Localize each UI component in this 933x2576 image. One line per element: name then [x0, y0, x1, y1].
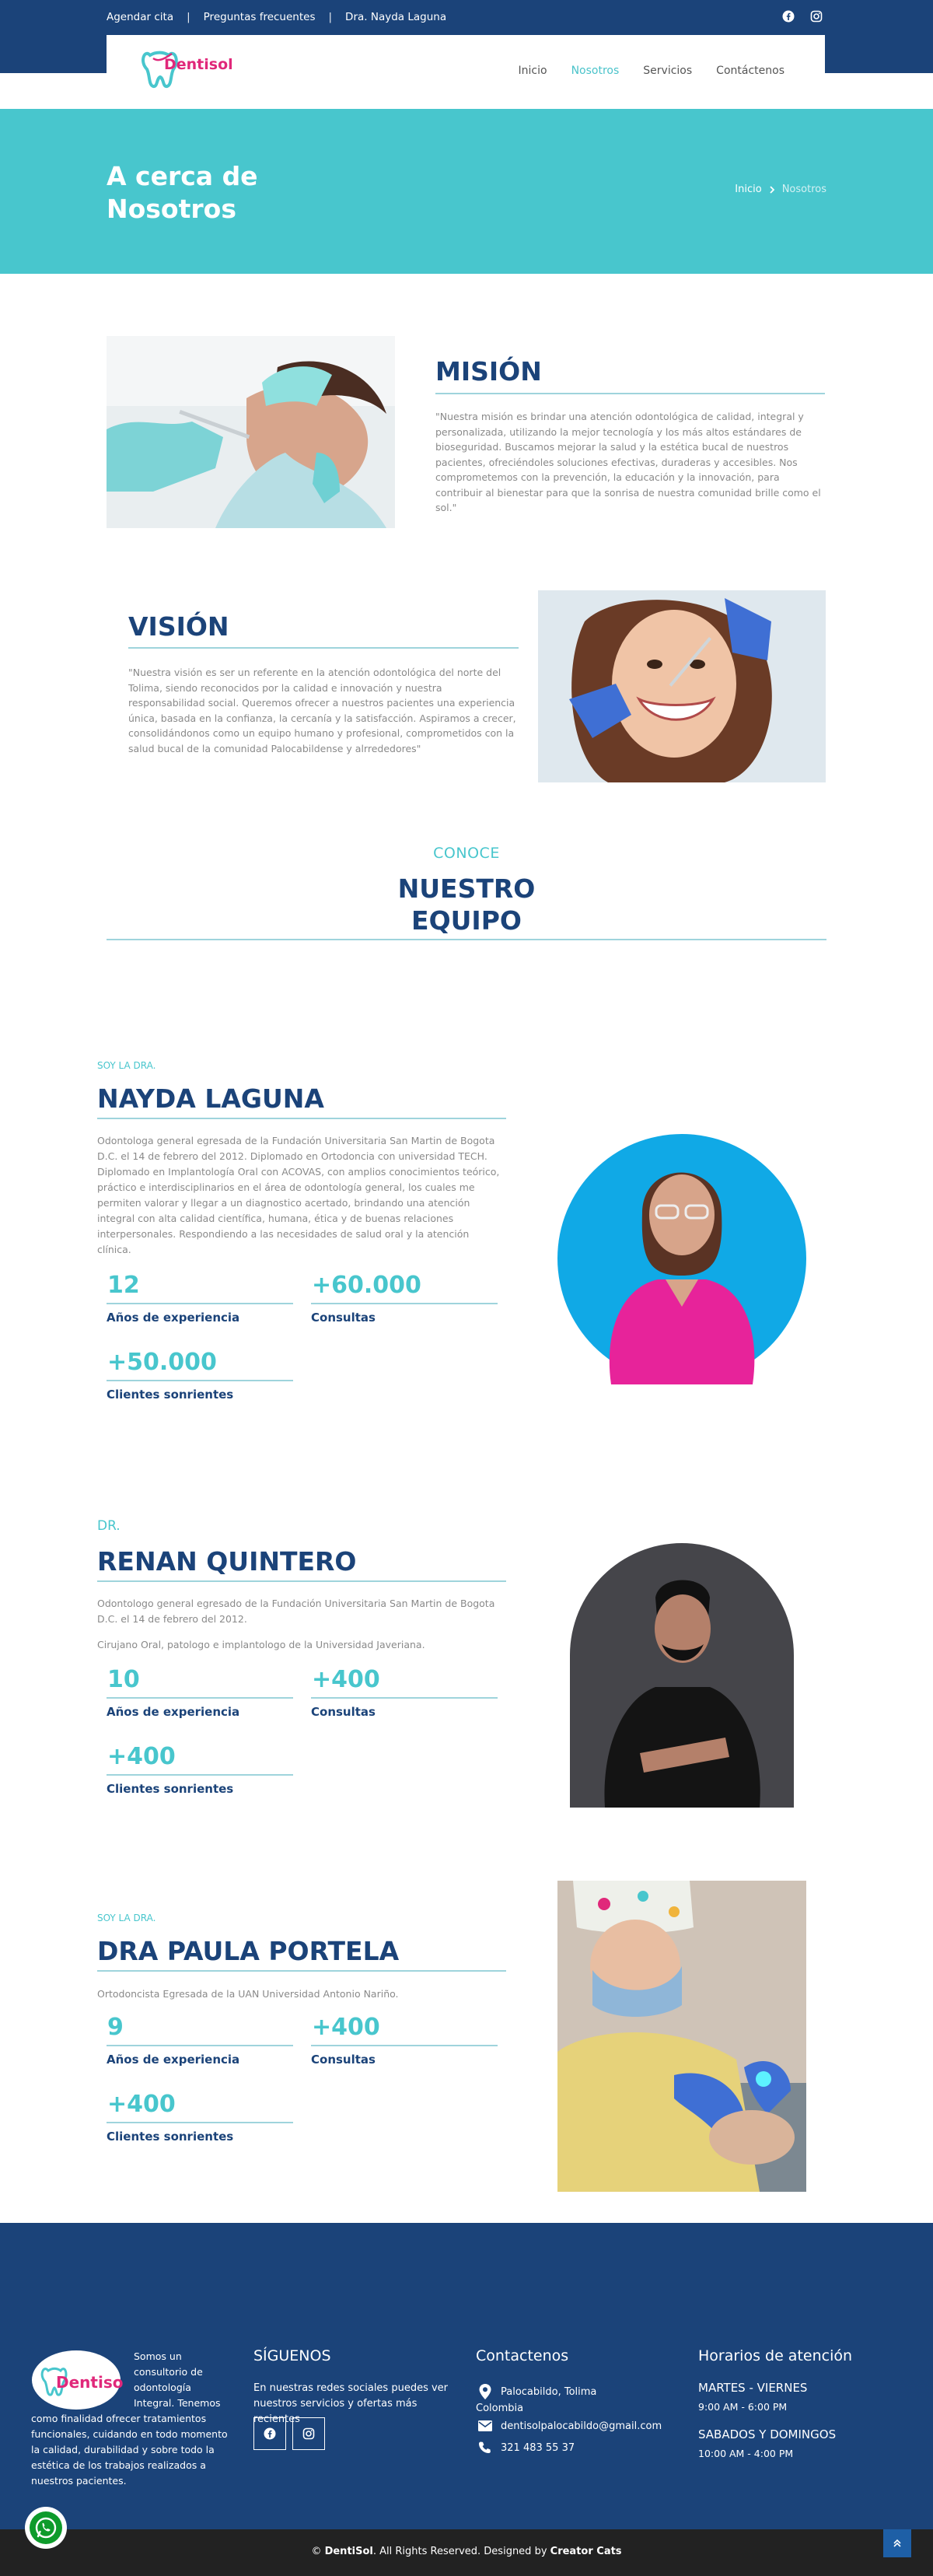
doctor-name: NAYDA LAGUNA: [97, 1083, 324, 1114]
doctor-kicker: SOY LA DRA.: [97, 1060, 156, 1071]
facebook-icon: [264, 2427, 276, 2440]
doctor-photo: [557, 1128, 807, 1384]
separator: |: [328, 11, 333, 23]
whatsapp-icon: [29, 2511, 63, 2545]
team-kicker: CONOCE: [433, 845, 500, 862]
stat-divider: [107, 1697, 293, 1699]
footer: [0, 2223, 933, 2529]
stat-label: Consultas: [311, 1705, 376, 1719]
hours-time-1: 9:00 AM - 6:00 PM: [698, 2401, 788, 2413]
hours-days-2: SABADOS Y DOMINGOS: [698, 2427, 837, 2441]
footer-facebook-button[interactable]: [253, 2417, 286, 2450]
stat-value: +400: [312, 1666, 380, 1693]
location-pin-icon: [477, 2383, 493, 2400]
mission-divider: [435, 393, 825, 394]
team-divider: [107, 939, 826, 940]
footer-about: [31, 2349, 235, 2489]
top-link-dra-nayda[interactable]: Dra. Nayda Laguna: [345, 11, 447, 23]
doctor-kicker: DR.: [97, 1518, 121, 1534]
doctor-bio: Cirujano Oral, patologo e implantologo de la Universidad Javeriana.: [97, 1639, 425, 1650]
copyright: [0, 2546, 933, 2557]
vision-photo: [538, 590, 826, 782]
top-link-agendar-cita[interactable]: Agendar cita: [107, 11, 174, 23]
nav-item-contactenos[interactable]: Contáctenos: [716, 65, 784, 77]
stat-value: 10: [107, 1666, 140, 1693]
chevron-right-icon: [769, 186, 775, 194]
stat-value: +400: [312, 2014, 380, 2041]
phone-icon: [477, 2441, 493, 2455]
contact-phone[interactable]: [477, 2441, 575, 2455]
contact-email[interactable]: [477, 2420, 662, 2432]
doctor-divider: [97, 1970, 506, 1972]
doctor-divider: [97, 1580, 506, 1582]
instagram-icon: [302, 2427, 315, 2440]
stat-label: Clientes sonrientes: [107, 1782, 234, 1796]
double-chevron-up-icon: [893, 2539, 902, 2548]
stat-value: +400: [107, 1743, 176, 1770]
doctor-divider: [97, 1118, 506, 1119]
stat-value: +60.000: [312, 1272, 421, 1299]
doctor-bio: Ortodoncista Egresada de la UAN Universidad Antonio Nariño.: [97, 1988, 399, 2000]
nav-item-nosotros[interactable]: Nosotros: [571, 65, 620, 77]
logo-text: Dentisol: [164, 56, 233, 73]
top-social: [782, 10, 823, 23]
page-hero: [0, 109, 933, 274]
stat-divider: [107, 1380, 293, 1381]
hours-time-2: 10:00 AM - 4:00 PM: [698, 2448, 794, 2459]
email-text: dentisolpalocabildo@gmail.com: [501, 2420, 662, 2432]
doctor-kicker: SOY LA DRA.: [97, 1913, 156, 1923]
stat-label: Consultas: [311, 2053, 376, 2067]
footer-logo[interactable]: [31, 2349, 134, 2411]
stat-label: Años de experiencia: [107, 1311, 240, 1325]
contact-title: Contactenos: [476, 2347, 569, 2364]
stat-divider: [107, 1303, 293, 1304]
doctor-photo: [570, 1543, 794, 1808]
top-link-preguntas-frecuentes[interactable]: Preguntas frecuentes: [203, 11, 316, 23]
nav-item-servicios[interactable]: Servicios: [643, 65, 693, 77]
stat-clientes: [107, 1743, 293, 1796]
whatsapp-button[interactable]: [25, 2507, 67, 2549]
copyright-brand: DentiSol: [324, 2546, 373, 2557]
scroll-to-top-button[interactable]: [883, 2529, 911, 2557]
stat-value: +400: [107, 2091, 176, 2118]
mission-text: "Nuestra misión es brindar una atención odontológica de calidad, integral y personalizada, utilizando la mejor tecnología y los más altos estándares de bioseguridad. Buscamos mejorar la salud y la estética bucal de nuestros pacientes, ofreciéndoles soluciones efectivas, duraderas y accesibles. Nos comprometemos con la prevención, la educación y la innovación, para contribuir al bienestar para que la sonrisa de nuestra comunidad brille como el sol.": [435, 411, 821, 513]
copyright-prefix: ©: [311, 2546, 325, 2557]
contact-address: [477, 2383, 596, 2400]
stat-value: 12: [107, 1272, 140, 1299]
doctor-name: RENAN QUINTERO: [97, 1546, 357, 1577]
breadcrumb-inicio[interactable]: Inicio: [735, 184, 762, 195]
stat-consultas: [311, 2014, 498, 2067]
copyright-middle: . All Rights Reserved. Designed by: [372, 2546, 550, 2557]
stat-divider: [311, 1697, 498, 1699]
copyright-designer[interactable]: Creator Cats: [550, 2546, 622, 2557]
stat-divider: [311, 1303, 498, 1304]
doctor-bio: Odontologa general egresada de la Fundación Universitaria San Martin de Bogota D.C. el 14 de febrero del 2012. Diplomado en Ortodoncia con universidad TECH. Diplomado en Implantología Oral con ACOVAS, con amplios conocimientos teórico, práctico e interdisciplinarios en el área de odontología general, los cuales me permiten valorar y llegar a un diagnostico acertado, brindando una atención integral con alta calidad científica, humana, ética y de buenas relaciones interpersonales. Respondiendo a las necesidades de salud oral y la atención clínica.: [97, 1135, 500, 1255]
stat-experience: [107, 1272, 293, 1325]
stat-divider: [107, 2122, 293, 2123]
dentisol-logo[interactable]: [141, 46, 233, 89]
vision-divider: [128, 647, 519, 649]
stat-clientes: [107, 2091, 293, 2144]
footer-about-text: Somos un consultorio de odontología Integral. Tenemos como finalidad ofrecer tratamientos funcionales, cuidando en todo momento la calidad, durabilidad y sobre todo la estética de los trabajos realizados a nuestros pacientes.: [31, 2350, 228, 2487]
stat-value: 9: [107, 2014, 124, 2041]
main-navbar: [107, 35, 825, 110]
footer-instagram-button[interactable]: [292, 2417, 325, 2450]
stat-consultas: [311, 1272, 498, 1325]
phone-text: 321 483 55 37: [501, 2441, 575, 2454]
nav-item-inicio[interactable]: Inicio: [518, 65, 547, 77]
hours-days-1: MARTES - VIERNES: [698, 2381, 808, 2395]
stat-label: Clientes sonrientes: [107, 2130, 234, 2144]
stat-label: Consultas: [311, 1311, 376, 1325]
separator: |: [187, 11, 190, 23]
bottom-bar: [0, 2529, 933, 2576]
vision-title: VISIÓN: [128, 611, 229, 642]
team-title-text: NUESTRO EQUIPO: [397, 873, 536, 936]
page-title: A cerca de Nosotros: [107, 161, 258, 224]
breadcrumb: [735, 184, 826, 195]
address-line-1: Palocabildo, Tolima: [501, 2385, 597, 2398]
facebook-icon[interactable]: [782, 10, 795, 23]
stat-clientes: [107, 1349, 293, 1402]
stat-divider: [311, 2045, 498, 2046]
stat-experience: [107, 1666, 293, 1719]
stat-divider: [107, 1774, 293, 1776]
team-title: [0, 873, 933, 936]
vision-text: "Nuestra visión es ser un referente en la atención odontológica del norte del Tolima, siendo reconocidos por la calidad e innovación y nuestra responsabilidad social. Queremos ofrecer a nuestros pacientes una experiencia única, basada en la confianza, la cercanía y la satisfacción. Aspiramos a crecer, consolidándonos como un equipo humano y profesional, comprometidos con la salud bucal de la comunidad Palocabildense y alrrededores": [128, 667, 516, 754]
doctor-photo: [557, 1881, 806, 2192]
doctor-name: DRA PAULA PORTELA: [97, 1936, 400, 1966]
address-line-2: Colombia: [476, 2403, 524, 2414]
mail-icon: [477, 2420, 493, 2432]
mission-title: MISIÓN: [435, 356, 542, 387]
instagram-icon[interactable]: [810, 10, 823, 23]
mission-photo: [107, 336, 395, 528]
stat-consultas: [311, 1666, 498, 1719]
stat-label: Años de experiencia: [107, 1705, 240, 1719]
follow-title: SÍGUENOS: [253, 2347, 331, 2364]
stat-label: Años de experiencia: [107, 2053, 240, 2067]
follow-text: En nuestras redes sociales puedes ver nuestros servicios y ofertas más recientes: [253, 2382, 449, 2425]
stat-value: +50.000: [107, 1349, 217, 1376]
top-links: [107, 11, 446, 23]
stat-divider: [107, 2045, 293, 2046]
nav-menu: [519, 65, 784, 77]
hours-title: Horarios de atención: [698, 2347, 853, 2364]
breadcrumb-nosotros: Nosotros: [781, 184, 826, 195]
stat-experience: [107, 2014, 293, 2067]
stat-label: Clientes sonrientes: [107, 1388, 234, 1402]
doctor-bio: Odontologo general egresado de la Fundación Universitaria San Martin de Bogota D.C. el 14 de febrero del 2012.: [97, 1598, 495, 1625]
footer-logo-text: Dentisol: [56, 2373, 124, 2392]
